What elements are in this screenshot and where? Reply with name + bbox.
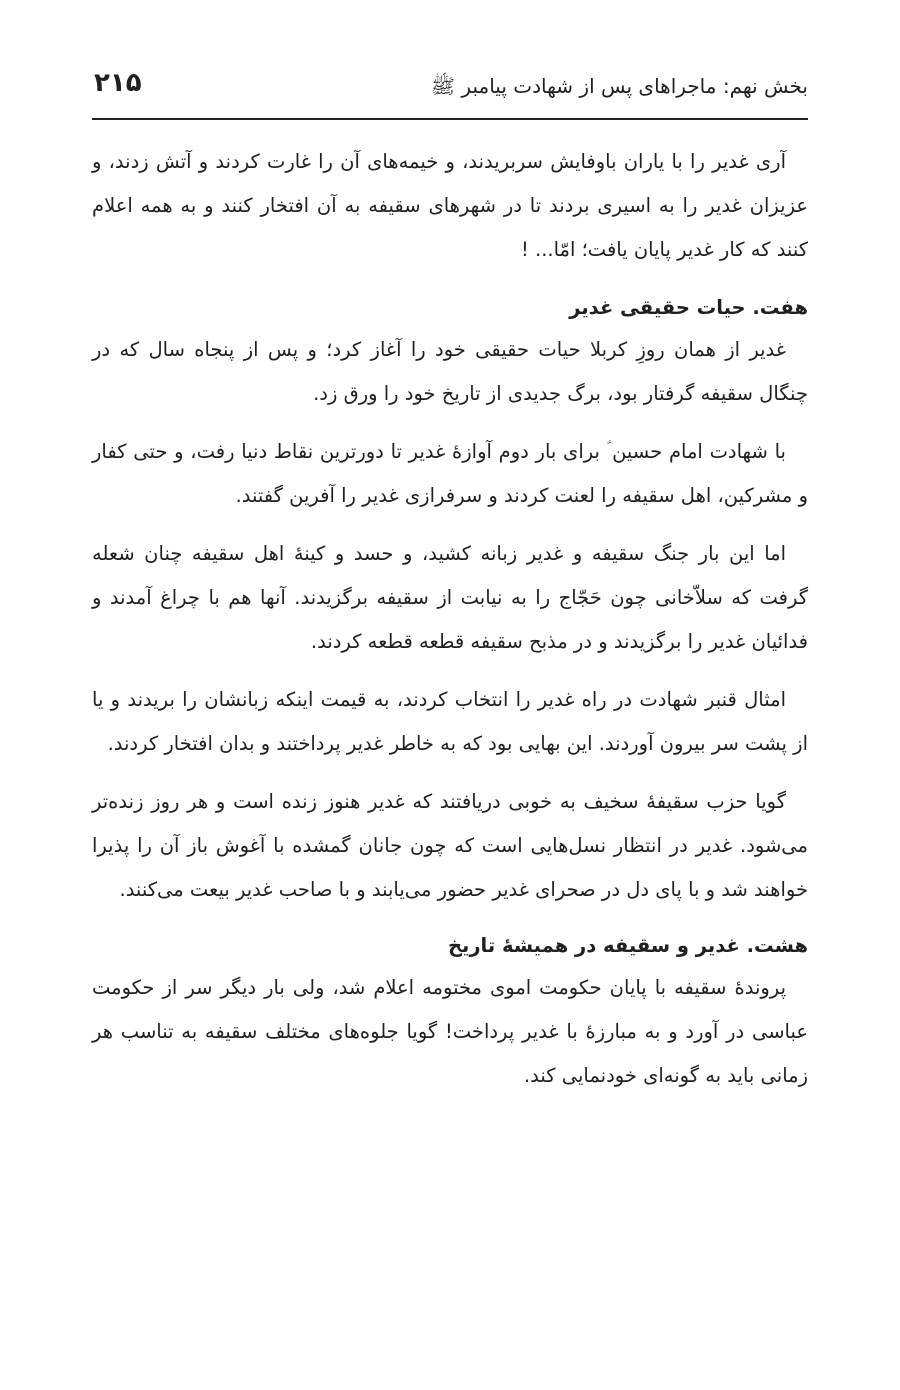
page-header xyxy=(92,66,808,120)
section-heading: هشت. غدیر و سقیفه در همیشهٔ تاریخ xyxy=(447,934,808,957)
paragraph: با شهادت امام حسین ؑ برای بار دوم آوازهٔ غدیر تا دورترین نقاط دنیا رفت، و حتی کفار و مشرکین، اهل سقیفه را لعنت کردند و سرفرازی غدیر را آفرین گفتند. xyxy=(92,440,808,507)
book-page xyxy=(92,0,808,1390)
running-title: بخش نهم: ماجراهای پس از شهادت پیامبر ﷺ xyxy=(430,74,808,98)
paragraph: گویا حزب سقیفهٔ سخیف به خوبی دریافتند که غدیر هنوز زنده است و هر روز زنده‌تر می‌شود. غدیر در انتظار نسل‌هایی است که چون جانان گمشده با آغوش باز آن را پذیرا خواهند شد و با پای دل در صحرای غدیر حضور می‌یابند و با صاحب غدیر بیعت می‌کنند. xyxy=(92,790,808,901)
paragraph: پروندهٔ سقیفه با پایان حکومت اموی مختومه اعلام شد، ولی بار دیگر سر از حکومت عباسی در آورد و به مبارزهٔ با غدیر پرداخت! گویا جلوه‌های مختلف سقیفه به تناسب هر زمانی باید به گونه‌ای خودنمایی کند. xyxy=(92,976,808,1087)
paragraph: امثال قنبر شهادت در راه غدیر را انتخاب کردند، به قیمت اینکه زبانشان را بریدند و یا از پشت سر بیرون آوردند. این بهایی بود که به خاطر غدیر پرداختند و بدان افتخار کردند. xyxy=(92,688,808,755)
page-number: ۲۱۵ xyxy=(94,68,142,98)
paragraph: اما این بار جنگ سقیفه و غدیر زبانه کشید، و حسد و کینهٔ اهل سقیفه چنان شعله گرفت که سلاّخانی چون حَجّاج را به نیابت از سقیفه برگزیدند. آنها هم با چراغ آمدند و فدائیان غدیر را برگزیدند و در مذبح سقیفه قطعه قطعه کردند. xyxy=(92,542,808,653)
paragraph: غدیر از همان روزِ کربلا حیات حقیقی خود را آغاز کرد؛ و پس از پنجاه سال که در چنگال سقیفه گرفتار بود، برگ جدیدی از تاریخ خود را ورق زد. xyxy=(92,338,808,405)
page-body xyxy=(92,140,808,1114)
paragraph: آری غدیر را با یاران باوفایش سربریدند، و خیمه‌های آن را غارت کردند و آتش زدند، و عزیزان غدیر را به اسیری بردند تا در شهرهای سقیفه به آن افتخار کنند و به همه اعلام کنند که کار غدیر پایان یافت؛ امّا... ! xyxy=(92,150,808,261)
section-heading: هفت. حیات حقیقی غدیر xyxy=(569,296,808,319)
